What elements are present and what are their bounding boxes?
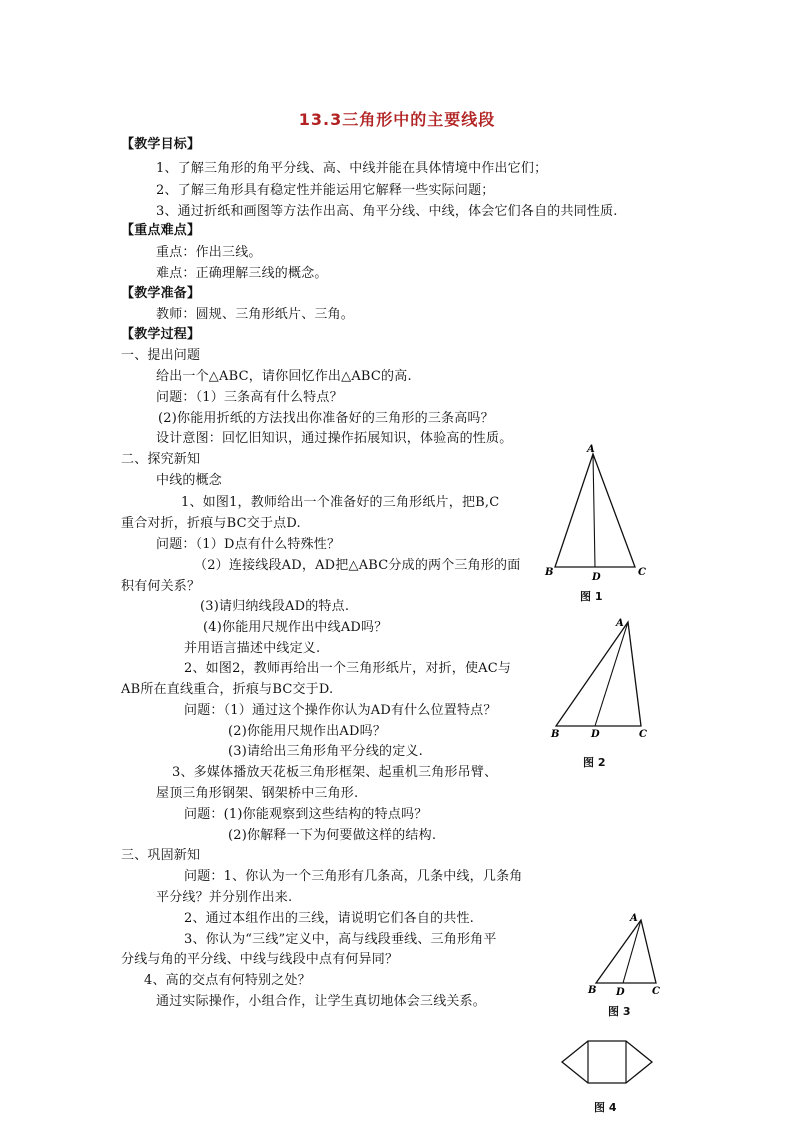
key-points-heading: 【重点难点】	[121, 223, 201, 238]
key-point-focus: 重点：作出三线。	[156, 245, 262, 260]
part2-line: （2）连接线段AD，AD把△ABC分成的两个三角形的面	[194, 558, 521, 573]
part1-line: 设计意图：回忆旧知识，通过操作拓展知识，体验高的性质。	[156, 431, 513, 446]
part2-line: (3)请给出三角形角平分线的定义.	[228, 744, 423, 759]
objective-item: 1、了解三角形的角平分线、高、中线并能在具体情境中作出它们；	[156, 161, 548, 176]
figure-3-triangle	[585, 908, 665, 1000]
part2-line: 1、如图1，教师给出一个准备好的三角形纸片，把B,C	[181, 495, 500, 510]
preparation-heading: 【教学准备】	[121, 286, 201, 301]
part2-line: 2、如图2，教师再给出一个三角形纸片，对折，使AC与	[184, 661, 512, 676]
point-label-d: D	[592, 572, 601, 583]
vertex-label-a: A	[630, 913, 638, 924]
part2-line: (4)你能用尺规作出中线AD吗？	[203, 620, 388, 635]
figure-4-hexagon-frame	[553, 1036, 663, 1092]
vertex-label-c: C	[638, 567, 646, 578]
part2-line: 并用语言描述中线定义.	[184, 641, 321, 656]
figure-3-caption: 图 3	[608, 1005, 631, 1018]
part3-heading: 三、巩固新知	[121, 848, 201, 863]
part2-line: (2)你能用尺规作出AD吗？	[228, 724, 387, 739]
triangle-abc	[556, 622, 641, 726]
part1-line: 问题：（1）三条高有什么特点？	[156, 390, 343, 405]
figure-4-caption: 图 4	[594, 1101, 617, 1114]
vertex-label-b: B	[551, 729, 560, 740]
part2-line: 问题：（1）D点有什么特殊性？	[156, 537, 341, 552]
part2-line: (2)你解释一下为何要做这样的结构.	[228, 828, 437, 843]
angle-bisector-ad	[595, 622, 628, 726]
figure-2-caption: 图 2	[583, 756, 606, 769]
part2-line: 中线的概念	[156, 473, 223, 488]
vertex-label-b: B	[588, 985, 597, 996]
part1-line: (2)你能用折纸的方法找出你准备好的三角形的三条高吗？	[158, 411, 494, 426]
figure-1-caption: 图 1	[580, 590, 603, 603]
part3-line: 问题：1、你认为一个三角形有几条高，几条中线，几条角	[184, 869, 523, 884]
preparation-teacher: 教师：圆规、三角形纸片、三角。	[156, 307, 355, 322]
point-label-d: D	[616, 987, 625, 998]
part2-heading: 二、探究新知	[121, 452, 201, 467]
part3-line: 4、高的交点有何特别之处？	[144, 973, 311, 988]
vertex-label-a: A	[616, 618, 624, 629]
figure-2-scalene-triangle	[545, 612, 655, 742]
part2-line: 问题：（1）通过这个操作你认为AD有什么位置特点？	[184, 703, 497, 718]
part3-line: 3、你认为“三线”定义中，高与线段垂线、三角形角平	[184, 932, 497, 947]
figure-1-isosceles-triangle	[540, 440, 650, 585]
part2-line: 屋顶三角形钢架、钢架桥中三角形.	[156, 786, 359, 801]
median-ad	[593, 454, 595, 567]
process-heading: 【教学过程】	[121, 327, 201, 342]
part3-line: 通过实际操作，小组合作，让学生真切地体会三线关系。	[156, 994, 487, 1009]
part2-line: 重合对折，折痕与BC交于点D.	[121, 516, 301, 531]
vertex-label-c: C	[652, 986, 660, 997]
document-title: 13.3三角形中的主要线段	[298, 110, 496, 129]
objective-item: 3、通过折纸和画图等方法作出高、角平分线、中线，体会它们各自的共同性质.	[156, 204, 618, 219]
part2-line: AB所在直线重合，折痕与BC交于D.	[121, 682, 334, 697]
vertex-label-b: B	[545, 567, 554, 578]
part2-line: 积有何关系？	[121, 579, 201, 594]
part2-line: 问题：(1)你能观察到这些结构的特点吗？	[184, 807, 428, 822]
point-label-d: D	[591, 729, 600, 740]
objectives-heading: 【教学目标】	[121, 137, 201, 152]
part2-line: (3)请归纳线段AD的特点.	[200, 599, 350, 614]
objective-item: 2、了解三角形具有稳定性并能运用它解释一些实际问题；	[156, 183, 495, 198]
vertex-label-a: A	[587, 444, 595, 455]
part1-line: 给出一个△ABC，请你回忆作出△ABC的高.	[156, 369, 412, 384]
part3-line: 平分线？并分别作出来.	[156, 890, 293, 905]
part2-line: 3、多媒体播放天花板三角形框架、起重机三角形吊臂、	[172, 765, 498, 780]
segment-ad	[623, 920, 641, 983]
part3-line: 分线与角的平分线、中线与线段中点有何异同？	[121, 952, 399, 967]
part3-line: 2、通过本组作出的三线，请说明它们各自的共性.	[184, 911, 475, 926]
outer-hexagon	[562, 1041, 652, 1083]
vertex-label-c: C	[639, 729, 647, 740]
part1-heading: 一、提出问题	[121, 348, 201, 363]
key-point-difficulty: 难点：正确理解三线的概念。	[156, 266, 328, 281]
